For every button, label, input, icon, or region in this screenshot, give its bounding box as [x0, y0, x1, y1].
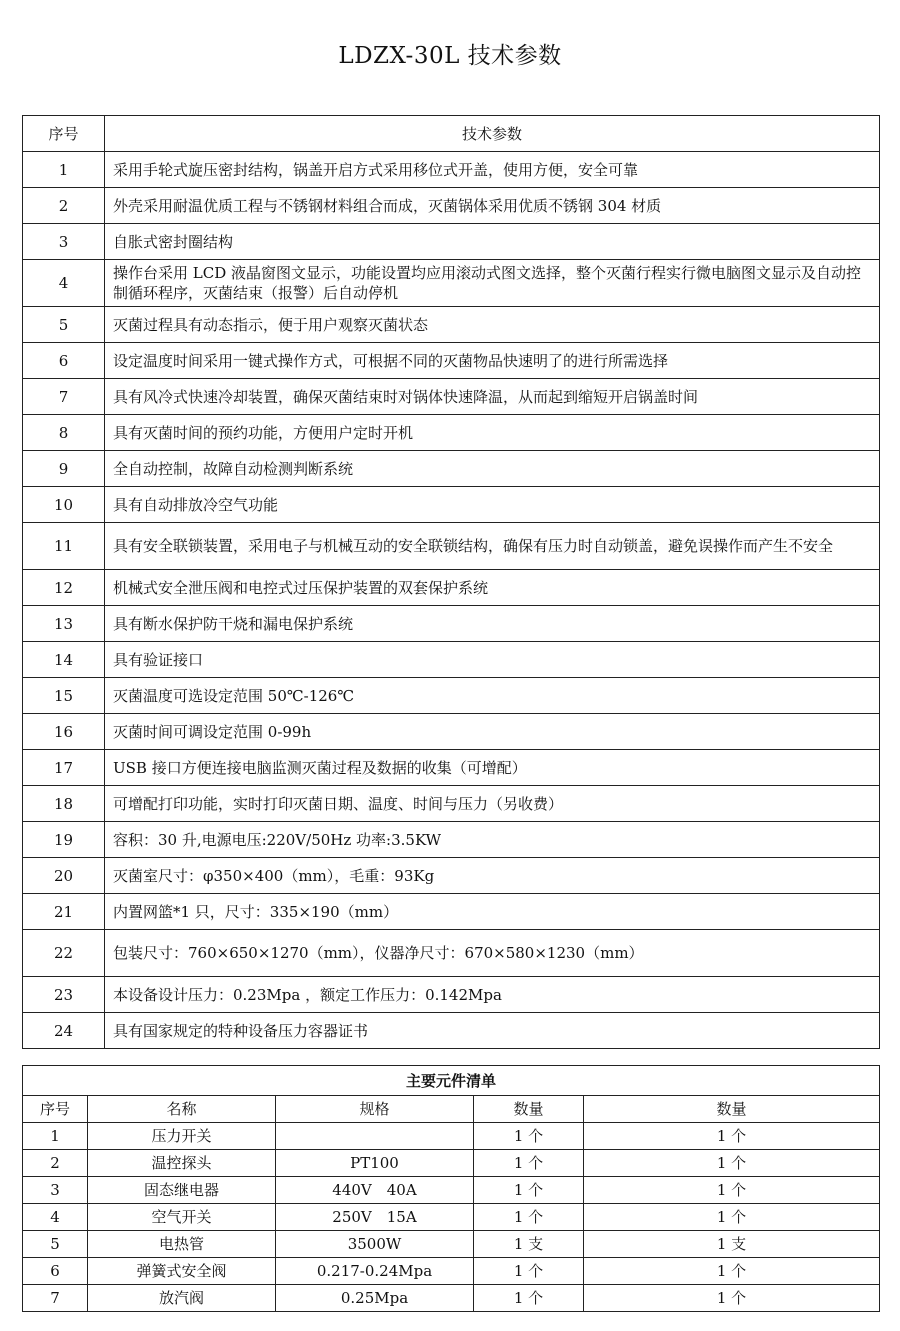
spec-row [23, 487, 880, 523]
spec-row [23, 307, 880, 343]
parts-row [23, 1258, 880, 1285]
part-qty-2: 1 个 [584, 1150, 880, 1177]
part-qty: 1 个 [474, 1204, 584, 1231]
parts-header-name: 名称 [88, 1096, 276, 1123]
part-no: 3 [23, 1177, 88, 1204]
part-qty: 1 支 [474, 1231, 584, 1258]
spec-text: 操作台采用 LCD 液晶窗图文显示，功能设置均应用滚动式图文选择，整个灭菌行程实行微电脑图文显示及自动控制循环程序，灭菌结束（报警）后自动停机 [105, 260, 880, 307]
page-title: LDZX-30L 技术参数 [338, 43, 562, 69]
spec-row [23, 750, 880, 786]
header-no: 序号 [23, 116, 105, 152]
part-qty-2: 1 个 [584, 1285, 880, 1312]
parts-header-qty-2: 数量 [584, 1096, 880, 1123]
spec-row [23, 343, 880, 379]
parts-header-qty: 数量 [474, 1096, 584, 1123]
spec-text: 灭菌温度可选设定范围 50℃-126℃ [105, 678, 880, 714]
spec-row [23, 894, 880, 930]
part-no: 7 [23, 1285, 88, 1312]
spec-row [23, 1013, 880, 1049]
spec-number: 6 [23, 343, 105, 379]
spec-text: 灭菌时间可调设定范围 0-99h [105, 714, 880, 750]
spec-text: 全自动控制，故障自动检测判断系统 [105, 451, 880, 487]
spec-number: 19 [23, 822, 105, 858]
part-qty-2: 1 个 [584, 1123, 880, 1150]
part-name: 温控探头 [88, 1150, 276, 1177]
parts-row [23, 1177, 880, 1204]
spec-row [23, 451, 880, 487]
parts-header-no: 序号 [23, 1096, 88, 1123]
spec-row [23, 786, 880, 822]
part-qty-2: 1 支 [584, 1231, 880, 1258]
part-name: 放汽阀 [88, 1285, 276, 1312]
part-name: 电热管 [88, 1231, 276, 1258]
parts-row [23, 1231, 880, 1258]
spec-text: 外壳采用耐温优质工程与不锈钢材料组合而成，灭菌锅体采用优质不锈钢 304 材质 [105, 188, 880, 224]
spec-row [23, 714, 880, 750]
spec-row [23, 570, 880, 606]
spec-number: 21 [23, 894, 105, 930]
spec-row [23, 379, 880, 415]
spec-text: 具有风冷式快速冷却装置，确保灭菌结束时对锅体快速降温，从而起到缩短开启锅盖时间 [105, 379, 880, 415]
spec-row [23, 523, 880, 570]
spec-number: 4 [23, 260, 105, 307]
part-no: 5 [23, 1231, 88, 1258]
spec-number: 2 [23, 188, 105, 224]
technical-spec-table [22, 115, 880, 1049]
spec-text: USB 接口方便连接电脑监测灭菌过程及数据的收集（可增配） [105, 750, 880, 786]
part-no: 1 [23, 1123, 88, 1150]
parts-row [23, 1150, 880, 1177]
spec-text: 包装尺寸：760×650×1270（mm），仪器净尺寸：670×580×1230（mm） [105, 930, 880, 977]
part-qty: 1 个 [474, 1123, 584, 1150]
part-spec: 3500W [276, 1231, 474, 1258]
spec-header-row [23, 116, 880, 152]
spec-number: 20 [23, 858, 105, 894]
spec-text: 容积：30 升,电源电压:220V/50Hz 功率:3.5KW [105, 822, 880, 858]
spec-row [23, 642, 880, 678]
part-spec: 0.217-0.24Mpa [276, 1258, 474, 1285]
part-spec: 250V 15A [276, 1204, 474, 1231]
parts-row [23, 1285, 880, 1312]
spec-text: 具有安全联锁装置，采用电子与机械互动的安全联锁结构，确保有压力时自动锁盖，避免误操作而产生不安全 [105, 523, 880, 570]
spec-row [23, 822, 880, 858]
spec-text: 内置网篮*1 只，尺寸：335×190（mm） [105, 894, 880, 930]
spec-row [23, 858, 880, 894]
part-no: 2 [23, 1150, 88, 1177]
spec-row [23, 977, 880, 1013]
spec-text: 采用手轮式旋压密封结构，锅盖开启方式采用移位式开盖，使用方便，安全可靠 [105, 152, 880, 188]
parts-row [23, 1204, 880, 1231]
header-param: 技术参数 [105, 116, 880, 152]
spec-text: 自胀式密封圈结构 [105, 224, 880, 260]
spec-number: 17 [23, 750, 105, 786]
parts-table [22, 1065, 880, 1312]
part-qty: 1 个 [474, 1150, 584, 1177]
part-spec [276, 1123, 474, 1150]
part-spec: 440V 40A [276, 1177, 474, 1204]
part-name: 压力开关 [88, 1123, 276, 1150]
spec-text: 具有断水保护防干烧和漏电保护系统 [105, 606, 880, 642]
part-no: 6 [23, 1258, 88, 1285]
parts-header-spec: 规格 [276, 1096, 474, 1123]
spec-row [23, 260, 880, 307]
part-qty: 1 个 [474, 1177, 584, 1204]
part-spec: 0.25Mpa [276, 1285, 474, 1312]
spec-row [23, 678, 880, 714]
spec-text: 具有自动排放冷空气功能 [105, 487, 880, 523]
spec-number: 24 [23, 1013, 105, 1049]
part-no: 4 [23, 1204, 88, 1231]
spec-number: 3 [23, 224, 105, 260]
parts-header-row [23, 1096, 880, 1123]
spec-number: 15 [23, 678, 105, 714]
part-qty-2: 1 个 [584, 1204, 880, 1231]
spec-text: 机械式安全泄压阀和电控式过压保护装置的双套保护系统 [105, 570, 880, 606]
part-spec: PT100 [276, 1150, 474, 1177]
spec-text: 可增配打印功能，实时打印灭菌日期、温度、时间与压力（另收费） [105, 786, 880, 822]
spec-number: 12 [23, 570, 105, 606]
part-qty-2: 1 个 [584, 1177, 880, 1204]
spec-row [23, 606, 880, 642]
part-name: 固态继电器 [88, 1177, 276, 1204]
spec-text: 设定温度时间采用一键式操作方式，可根据不同的灭菌物品快速明了的进行所需选择 [105, 343, 880, 379]
part-name: 空气开关 [88, 1204, 276, 1231]
parts-row [23, 1123, 880, 1150]
part-qty-2: 1 个 [584, 1258, 880, 1285]
parts-title-row [23, 1066, 880, 1096]
spec-number: 8 [23, 415, 105, 451]
spec-number: 10 [23, 487, 105, 523]
spec-row [23, 152, 880, 188]
spec-number: 13 [23, 606, 105, 642]
parts-title: 主要元件清单 [23, 1066, 880, 1096]
spec-number: 7 [23, 379, 105, 415]
spec-text: 具有灭菌时间的预约功能，方便用户定时开机 [105, 415, 880, 451]
spec-number: 22 [23, 930, 105, 977]
spec-number: 18 [23, 786, 105, 822]
spec-number: 11 [23, 523, 105, 570]
spec-row [23, 415, 880, 451]
spec-text: 灭菌过程具有动态指示，便于用户观察灭菌状态 [105, 307, 880, 343]
spec-number: 16 [23, 714, 105, 750]
part-qty: 1 个 [474, 1258, 584, 1285]
spec-text: 具有国家规定的特种设备压力容器证书 [105, 1013, 880, 1049]
spec-row [23, 224, 880, 260]
part-qty: 1 个 [474, 1285, 584, 1312]
spec-row [23, 188, 880, 224]
spec-text: 具有验证接口 [105, 642, 880, 678]
spec-number: 14 [23, 642, 105, 678]
spec-number: 1 [23, 152, 105, 188]
spec-text: 本设备设计压力：0.23Mpa ，额定工作压力：0.142Mpa [105, 977, 880, 1013]
spec-text: 灭菌室尺寸：φ350×400（mm），毛重：93Kg [105, 858, 880, 894]
spec-row [23, 930, 880, 977]
spec-number: 9 [23, 451, 105, 487]
spec-number: 23 [23, 977, 105, 1013]
part-name: 弹簧式安全阀 [88, 1258, 276, 1285]
spec-number: 5 [23, 307, 105, 343]
